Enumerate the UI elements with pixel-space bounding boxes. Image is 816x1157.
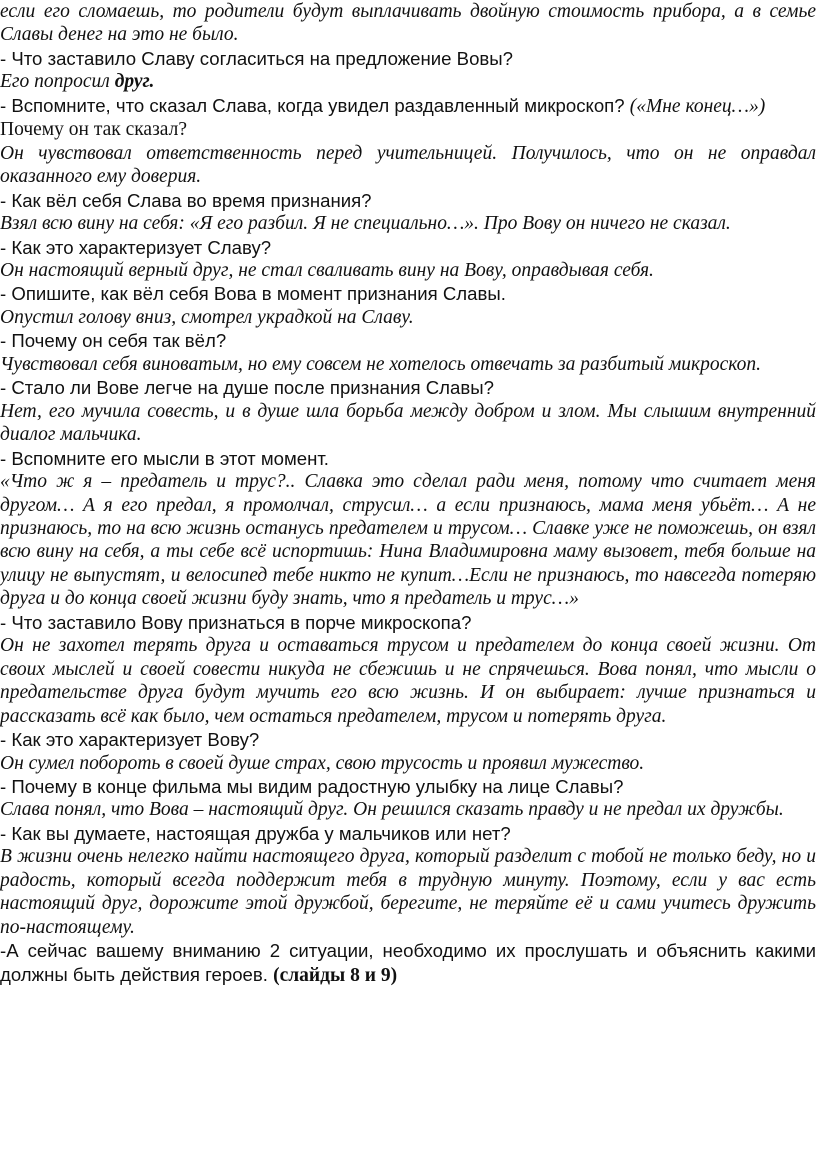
answer-11: Он сумел побороть в своей душе страх, свою трусость и проявил мужество. bbox=[0, 752, 645, 774]
question-13: - Как вы думаете, настоящая дружба у мальчиков или нет? bbox=[0, 822, 511, 844]
question-9: - Вспомните его мысли в этот момент. bbox=[0, 447, 329, 469]
answer-1-text: Его попросил bbox=[0, 71, 115, 93]
question-11: - Как это характеризует Вову? bbox=[0, 729, 260, 751]
answer-8: Нет, его мучила совесть, и в душе шла борьба между добром и злом. Мы слышим внутренний диалог мальчика. bbox=[0, 400, 816, 446]
question-12: - Почему в конце фильма мы видим радостную улыбку на лице Славы? bbox=[0, 775, 624, 797]
final-instruction bbox=[0, 939, 816, 987]
question-6: - Опишите, как вёл себя Вова в момент признания Славы. bbox=[0, 283, 506, 305]
answer-1-bold: друг. bbox=[114, 71, 155, 93]
answer-12: Слава понял, что Вова – настоящий друг. Он решился сказать правду и не предал их дружбы. bbox=[0, 799, 784, 821]
question-8: - Стало ли Вове легче на душе после признания Славы? bbox=[0, 377, 494, 399]
question-2-quote: («Мне конец…») bbox=[629, 95, 766, 117]
answer-1 bbox=[0, 70, 816, 93]
question-7: - Почему он себя так вёл? bbox=[0, 330, 227, 352]
answer-6: Опустил голову вниз, смотрел украдкой на Славу. bbox=[0, 306, 414, 328]
question-2 bbox=[0, 94, 816, 118]
question-4: - Как вёл себя Слава во время признания? bbox=[0, 189, 372, 211]
answer-5: Он настоящий верный друг, не стал сваливать вину на Вову, оправдывая себя. bbox=[0, 259, 654, 281]
answer-10: Он не захотел терять друга и оставаться трусом и предателем до конца своей жизни. От своих мыслей и своей совести никуда не сбежишь и не спрячешься. Вова понял, что мысли о предательстве друга будут мучить его всю жизнь. И он выбирает: лучше признаться и рассказать всё как было, чем остаться предателем, трусом и потерять друга. bbox=[0, 635, 816, 727]
answer-13: В жизни очень нелегко найти настоящего друга, который разделит с тобой не только беду, но и радость, который всегда поддержит тебя в трудную минуту. Поэтому, если у вас есть настоящий друг, дорожите этой дружбой, берегите, не теряйте её и сами учитесь дружить по-настоящему. bbox=[0, 846, 816, 938]
answer-3: Он чувствовал ответственность перед учительницей. Получилось, что он не оправдал оказанного ему доверия. bbox=[0, 142, 816, 188]
answer-9: «Что ж я – предатель и трус?.. Славка это сделал ради меня, потому что считает меня другом… А я его предал, я промолчал, струсил… а если признаюсь, мама меня убьёт… А не признаюсь, то на всю жизнь останусь предателем и трусом… Славке уже не поможешь, он взял всю вину на себя, а ты себе всё испортишь: Нина Владимировна маму вызовет, тебя больше на улицу не выпустят, и велосипед тебе никто не купит…Если не признаюсь, то навсегда потеряю друга и до конца своей жизни буду знать, что я предатель и трус…» bbox=[0, 471, 816, 610]
question-10: - Что заставило Вову признаться в порче микроскопа? bbox=[0, 611, 472, 633]
answer-4: Взял всю вину на себя: «Я его разбил. Я не специально…». Про Вову он ничего не сказал. bbox=[0, 213, 731, 235]
answer-7: Чувствовал себя виноватым, но ему совсем не хотелось отвечать за разбитый микроскоп. bbox=[0, 353, 762, 375]
final-instruction-slides: (слайды 8 и 9) bbox=[273, 964, 398, 986]
question-1: - Что заставило Славу согласиться на предложение Вовы? bbox=[0, 47, 514, 69]
paragraph-intro: если его сломаешь, то родители будут выплачивать двойную стоимость прибора, а в семье Славы денег на это не было. bbox=[0, 1, 816, 46]
question-3: Почему он так сказал? bbox=[0, 119, 187, 141]
question-5: - Как это характеризует Славу? bbox=[0, 236, 272, 258]
question-2-text: - Вспомните, что сказал Слава, когда увидел раздавленный микроскоп? bbox=[0, 94, 630, 116]
final-instruction-text: -А сейчас вашему вниманию 2 ситуации, необходимо их прослушать и объяснить какими должны быть действия героев. bbox=[0, 940, 816, 985]
